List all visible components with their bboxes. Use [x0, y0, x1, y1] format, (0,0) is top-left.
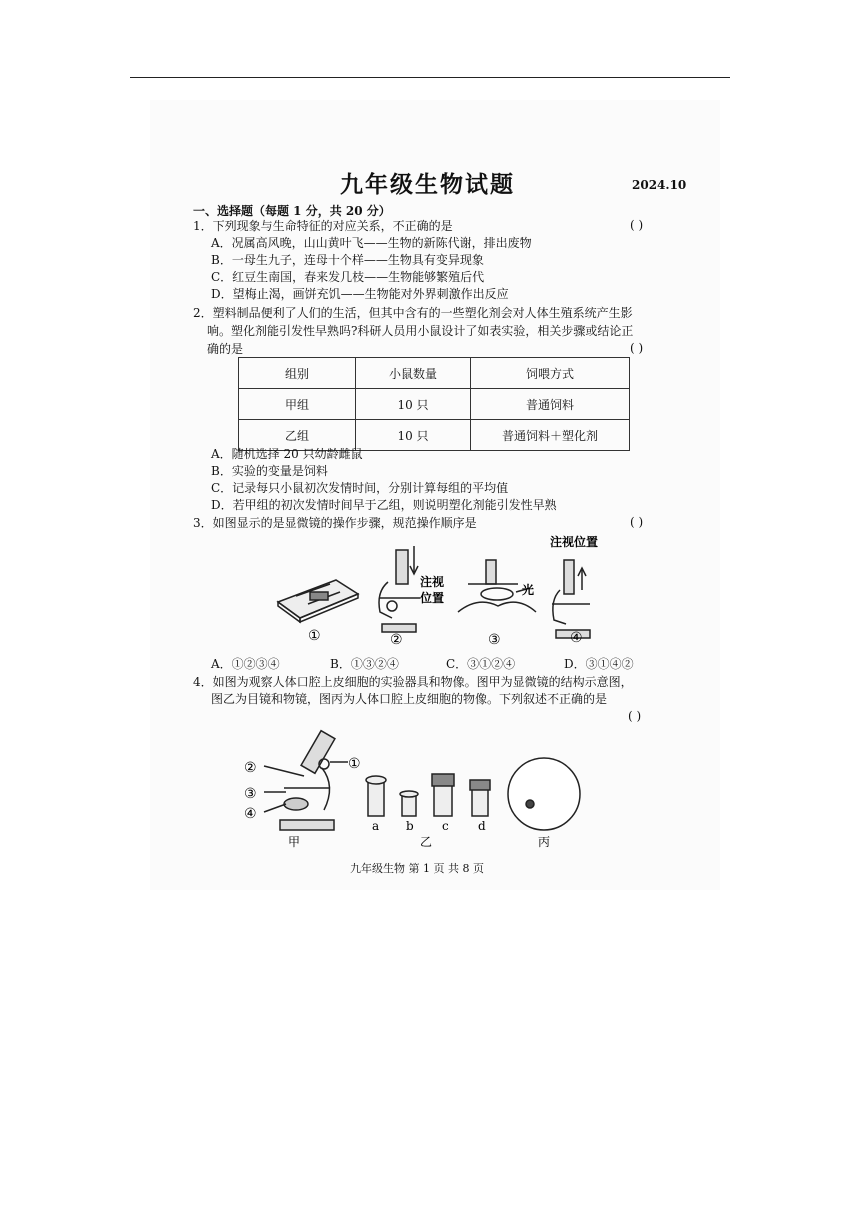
- q2-stem-line-2: 响。塑化剂能引发性早熟吗?科研人员用小鼠设计了如表实验，相关步骤或结论正: [207, 324, 634, 338]
- step-number: ②: [390, 632, 403, 648]
- step2-microscope-drawing: [379, 546, 420, 632]
- part-number: ④: [244, 806, 257, 822]
- table-cell: 甲组: [239, 389, 356, 420]
- lens-label: a: [372, 819, 380, 833]
- table-cell: 乙组: [239, 420, 356, 451]
- q3-stem: 3．如图显示的是显微镜的操作步骤，规范操作顺序是: [193, 516, 477, 530]
- q3-option-b: B．①③②④: [330, 657, 399, 671]
- lens-label: d: [478, 819, 486, 833]
- microscope-structure-figure: [240, 724, 600, 852]
- figure-bing-label: 丙: [538, 835, 551, 849]
- q4-answer-paren: ( ): [628, 709, 642, 723]
- step-number: ④: [570, 630, 583, 646]
- observe-label-a: 注视: [420, 575, 445, 589]
- part-number: ②: [244, 760, 257, 776]
- step-number: ①: [308, 628, 321, 644]
- lens-label: b: [406, 819, 414, 833]
- table-cell: 普通饲料＋塑化剂: [471, 420, 630, 451]
- page-title: 九年级生物试题: [340, 171, 515, 198]
- step1-slide-drawing: [278, 580, 358, 622]
- part-number: ①: [348, 756, 361, 772]
- observe-position-label: 注视位置: [550, 535, 599, 549]
- q3-answer-paren: ( ): [630, 515, 644, 529]
- q2-answer-paren: ( ): [630, 341, 644, 355]
- table-header: 饲喂方式: [471, 358, 630, 389]
- page-footer: 九年级生物 第 1 页 共 8 页: [350, 862, 484, 875]
- table-cell: 10 只: [356, 389, 471, 420]
- q3-option-d: D．③①④②: [564, 657, 634, 671]
- q4-stem-line-2: 图乙为目镜和物镜，图丙为人体口腔上皮细胞的物像。下列叙述不正确的是: [211, 692, 608, 706]
- exam-date: 2024.10: [632, 178, 687, 192]
- q2-option-a: A．随机选择 20 只幼龄雌鼠: [211, 447, 363, 461]
- q2-option-d: D．若甲组的初次发情时间早于乙组，则说明塑化剂能引发性早熟: [211, 498, 557, 512]
- table-header-row: [239, 358, 630, 389]
- q3-option-c: C．③①②④: [446, 657, 516, 671]
- table-cell: 普通饲料: [471, 389, 630, 420]
- q1-answer-paren: ( ): [630, 218, 644, 232]
- q3-option-a: A．①②③④: [211, 657, 280, 671]
- figure-jia-label: 甲: [288, 835, 301, 849]
- q2-option-c: C．记录每只小鼠初次发情时间，分别计算每组的平均值: [211, 481, 509, 495]
- table-row: [239, 389, 630, 420]
- step4-microscope-drawing: [552, 560, 590, 638]
- step-number: ③: [488, 632, 501, 648]
- observe-label-b: 位置: [420, 591, 445, 605]
- light-label: 光: [522, 583, 535, 597]
- q1-option-c: C．红豆生南国，春来发几枝——生物能够繁殖后代: [211, 270, 485, 284]
- q1-stem: 1．下列现象与生命特征的对应关系，不正确的是: [193, 219, 453, 233]
- q4-stem-line-1: 4．如图为观察人体口腔上皮细胞的实验器具和物像。图甲为显微镜的结构示意图，: [193, 675, 633, 689]
- part-number: ③: [244, 786, 257, 802]
- q1-option-d: D．望梅止渴，画饼充饥——生物能对外界刺激作出反应: [211, 287, 509, 301]
- section-heading: 一、选择题（每题 1 分，共 20 分）: [193, 204, 391, 218]
- table-cell: 10 只: [356, 420, 471, 451]
- experiment-table: [238, 357, 630, 451]
- microscope-steps-figure: [268, 532, 618, 650]
- q2-stem-line-1: 2．塑料制品便利了人们的生活，但其中含有的一些塑化剂会对人体生殖系统产生影: [193, 306, 633, 320]
- figure-yi-label: 乙: [420, 835, 433, 849]
- q1-option-b: B．一母生九子，连母十个样——生物具有变异现象: [211, 253, 484, 267]
- field-of-view-bing-drawing: [508, 758, 580, 830]
- lenses-yi-drawing: [366, 774, 490, 816]
- q2-stem-line-3: 确的是: [207, 342, 244, 356]
- microscope-jia-drawing: [264, 731, 348, 830]
- top-rule: [130, 77, 730, 78]
- q2-option-b: B．实验的变量是饲料: [211, 464, 328, 478]
- q1-option-a: A．况属高风晚，山山黄叶飞——生物的新陈代谢，排出废物: [211, 236, 532, 250]
- table-header: 组别: [239, 358, 356, 389]
- lens-label: c: [442, 819, 449, 833]
- table-header: 小鼠数量: [356, 358, 471, 389]
